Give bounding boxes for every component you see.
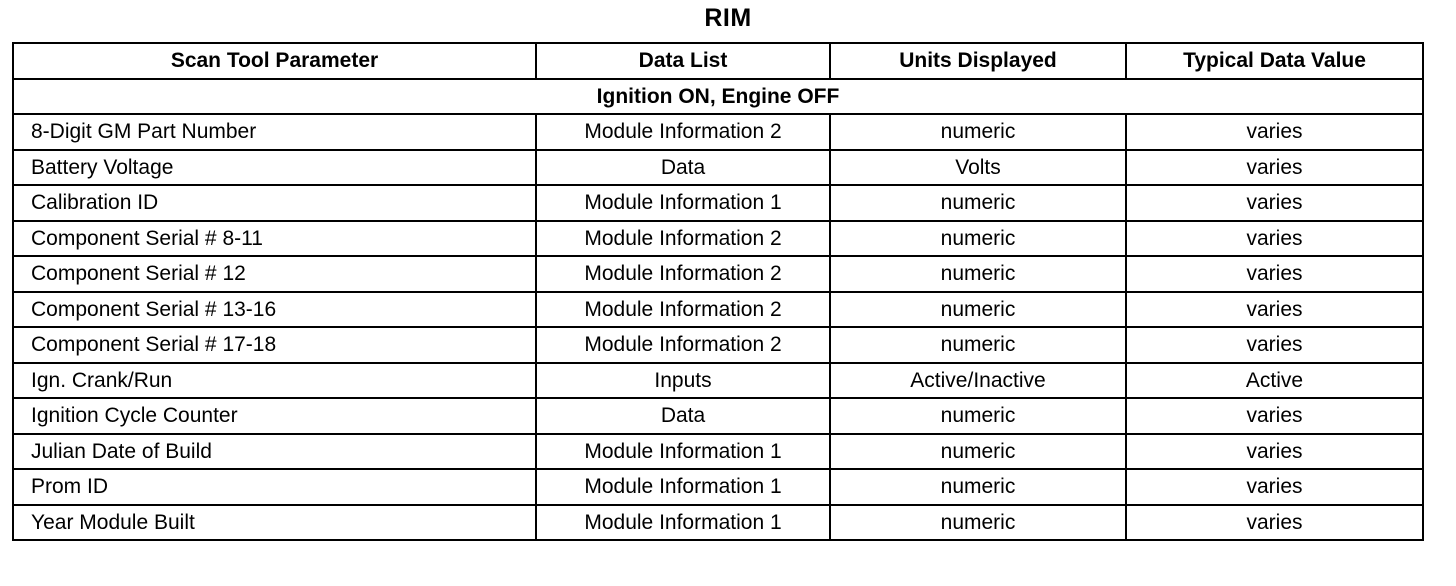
units-cell: numeric (830, 469, 1126, 505)
typical-value-cell: varies (1126, 469, 1423, 505)
parameter-cell: Component Serial # 17-18 (13, 327, 536, 363)
parameter-cell: Component Serial # 12 (13, 256, 536, 292)
data-list-cell: Module Information 1 (536, 185, 830, 221)
units-cell: Volts (830, 150, 1126, 186)
table-row (13, 363, 1423, 399)
typical-value-cell: Active (1126, 363, 1423, 399)
parameter-cell: Year Module Built (13, 505, 536, 541)
data-list-cell: Inputs (536, 363, 830, 399)
typical-value-cell: varies (1126, 505, 1423, 541)
typical-value-cell: varies (1126, 327, 1423, 363)
units-cell: numeric (830, 505, 1126, 541)
header-units-displayed: Units Displayed (830, 43, 1126, 79)
parameter-cell: Component Serial # 13-16 (13, 292, 536, 328)
data-list-cell: Module Information 2 (536, 256, 830, 292)
typical-value-cell: varies (1126, 398, 1423, 434)
units-cell: numeric (830, 221, 1126, 257)
typical-value-cell: varies (1126, 256, 1423, 292)
units-cell: numeric (830, 434, 1126, 470)
header-scan-tool-parameter: Scan Tool Parameter (13, 43, 536, 79)
table-row (13, 114, 1423, 150)
data-list-cell: Module Information 2 (536, 327, 830, 363)
units-cell: numeric (830, 292, 1126, 328)
data-list-cell: Module Information 2 (536, 114, 830, 150)
typical-value-cell: varies (1126, 292, 1423, 328)
table-row (13, 292, 1423, 328)
parameter-cell: Prom ID (13, 469, 536, 505)
parameter-cell: Ign. Crank/Run (13, 363, 536, 399)
data-list-cell: Module Information 2 (536, 221, 830, 257)
table-row (13, 327, 1423, 363)
table-row (13, 150, 1423, 186)
table-row (13, 434, 1423, 470)
table-row (13, 185, 1423, 221)
table-row (13, 505, 1423, 541)
header-row (13, 43, 1423, 79)
data-list-cell: Module Information 2 (536, 292, 830, 328)
data-table (12, 42, 1424, 541)
units-cell: Active/Inactive (830, 363, 1126, 399)
units-cell: numeric (830, 114, 1126, 150)
page-title: RIM (704, 4, 752, 32)
data-list-cell: Module Information 1 (536, 434, 830, 470)
units-cell: numeric (830, 256, 1126, 292)
section-row (13, 79, 1423, 115)
typical-value-cell: varies (1126, 434, 1423, 470)
parameter-cell: Ignition Cycle Counter (13, 398, 536, 434)
parameter-cell: Component Serial # 8-11 (13, 221, 536, 257)
data-list-cell: Data (536, 398, 830, 434)
data-list-cell: Data (536, 150, 830, 186)
typical-value-cell: varies (1126, 185, 1423, 221)
units-cell: numeric (830, 185, 1126, 221)
parameter-cell: Julian Date of Build (13, 434, 536, 470)
section-label: Ignition ON, Engine OFF (13, 79, 1423, 115)
parameter-cell: 8-Digit GM Part Number (13, 114, 536, 150)
table-row (13, 256, 1423, 292)
typical-value-cell: varies (1126, 150, 1423, 186)
table-row (13, 469, 1423, 505)
header-typical-data-value: Typical Data Value (1126, 43, 1423, 79)
table-row (13, 221, 1423, 257)
header-data-list: Data List (536, 43, 830, 79)
parameter-cell: Battery Voltage (13, 150, 536, 186)
table-row (13, 398, 1423, 434)
typical-value-cell: varies (1126, 114, 1423, 150)
typical-value-cell: varies (1126, 221, 1423, 257)
units-cell: numeric (830, 398, 1126, 434)
data-list-cell: Module Information 1 (536, 469, 830, 505)
data-list-cell: Module Information 1 (536, 505, 830, 541)
parameter-cell: Calibration ID (13, 185, 536, 221)
units-cell: numeric (830, 327, 1126, 363)
